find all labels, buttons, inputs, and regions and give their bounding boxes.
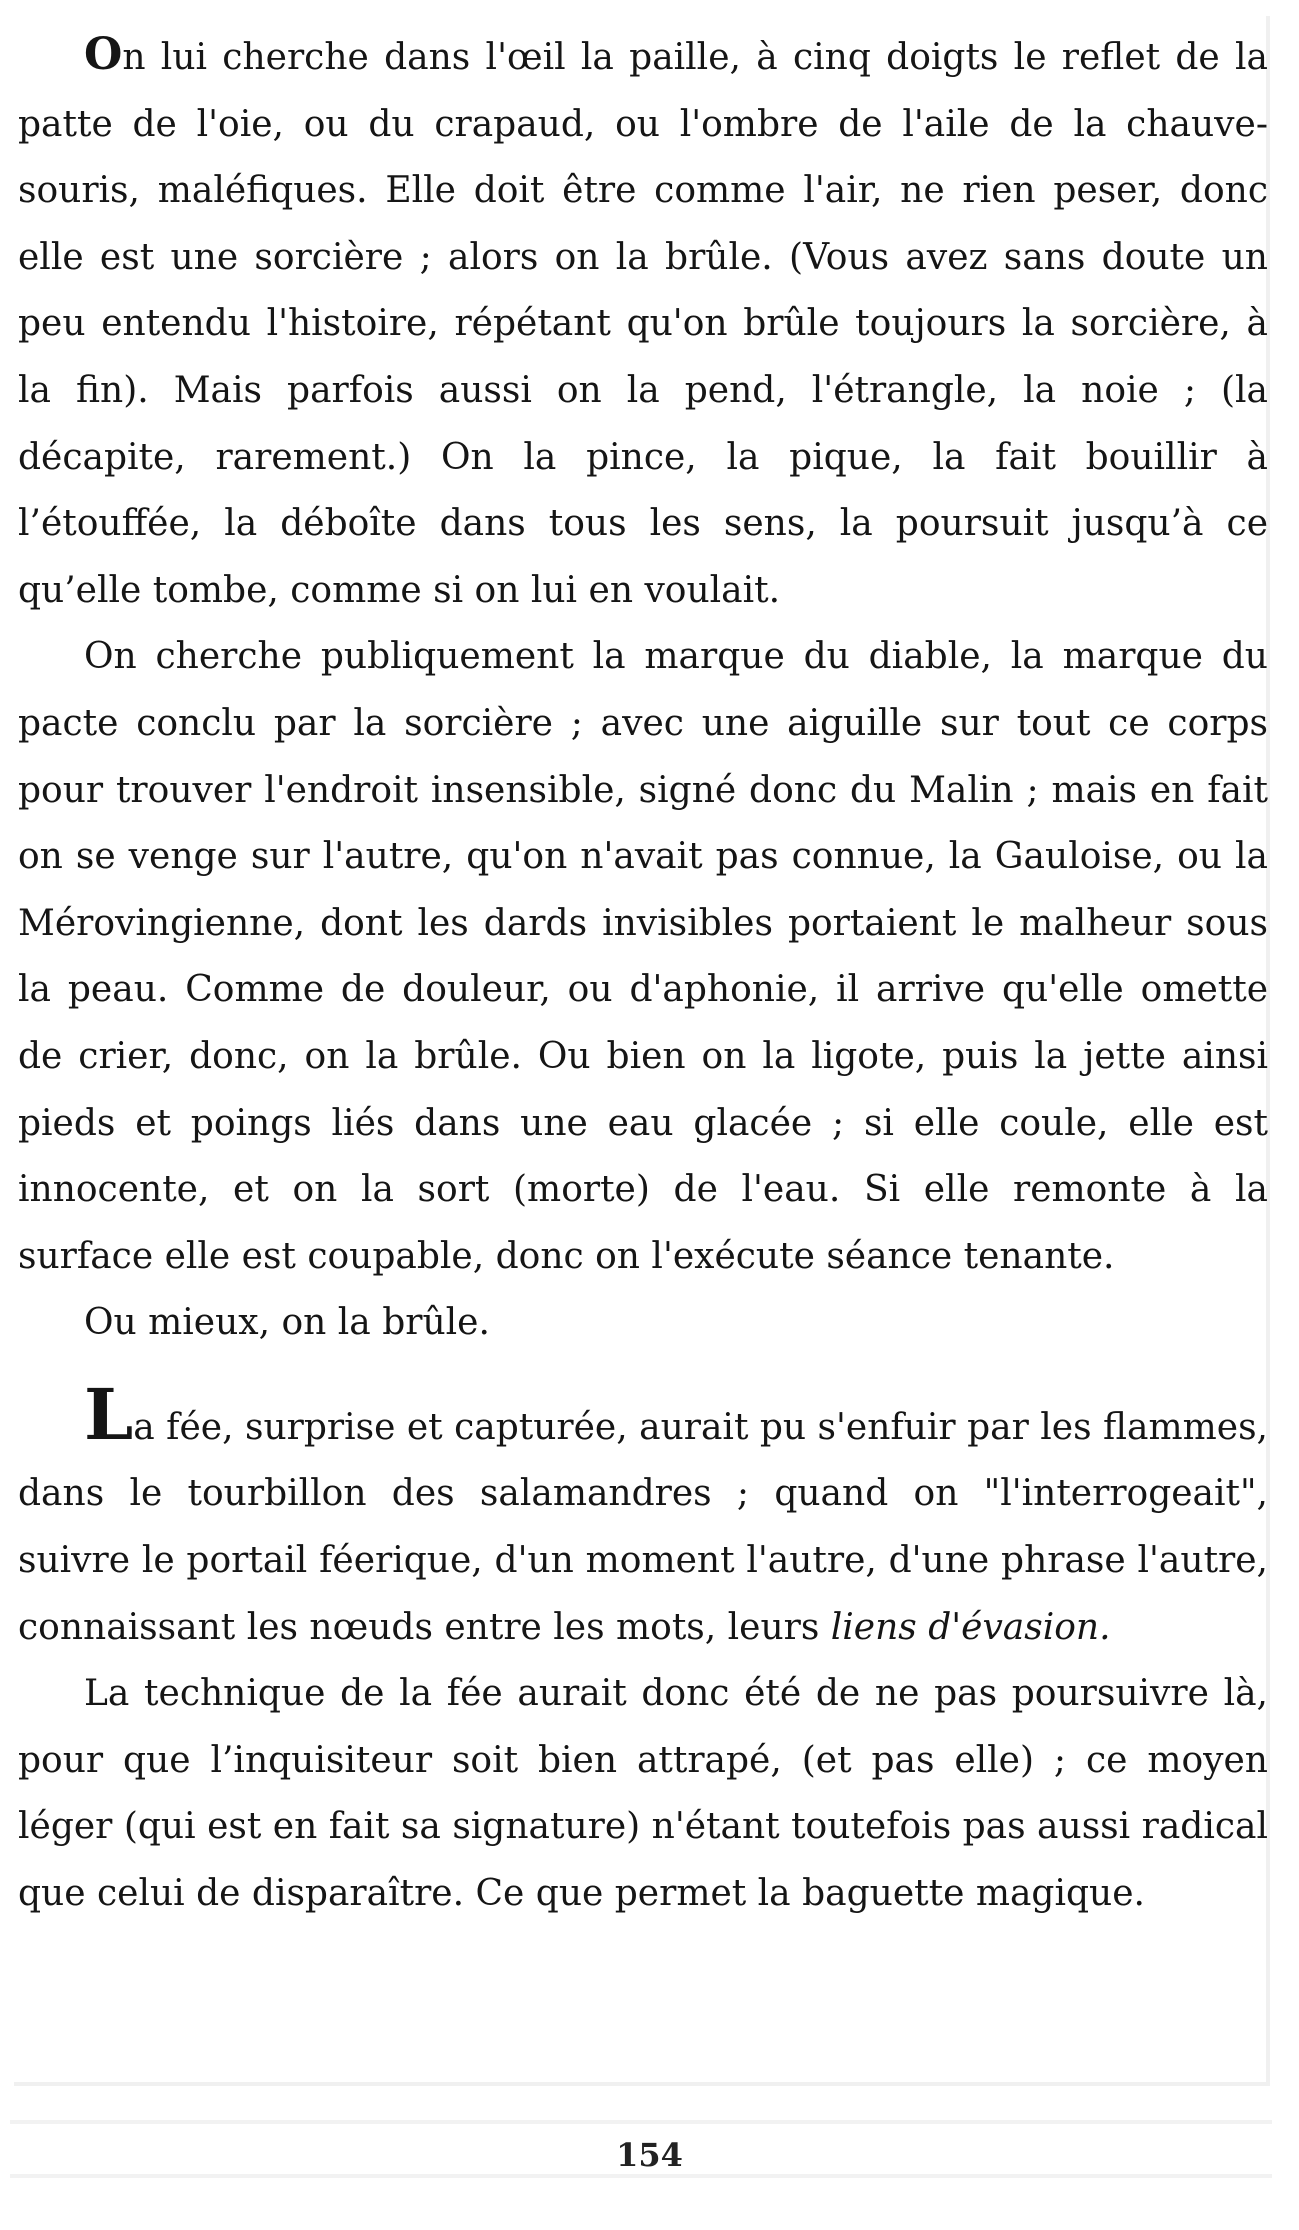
paragraph-1 [18,22,1268,624]
drop-cap-o: O [84,29,123,80]
paragraph-5-text: La technique de la fée aurait donc été de ne pas poursuivre là, pour que l’inquisiteur soit bien attrapé, (et pas elle) ; ce moyen léger (qui est en fait sa signature) n'étant toutefois pas aussi radical que celui de disparaître. Ce que permet la baguette magique. [18,1673,1268,1915]
paragraph-2-text: On cherche publiquement la marque du diable, la marque du pacte conclu par la sorcière ; avec une aiguille sur tout ce corps pour trouver l'endroit insensible, signé donc du Malin ; mais en fait on se venge sur l'autre, qu'on n'avait pas connue, la Gauloise, ou la Mérovingienne, dont les dards invisibles portaient le malheur sous la peau. Comme de douleur, ou d'aphonie, il arrive qu'elle omette de crier, donc, on la brûle. Ou bien on la ligote, puis la jette ainsi pieds et poings liés dans une eau glacée ; si elle coule, elle est innocente, et on la sort (morte) de l'eau. Si elle remonte à la surface elle est coupable, donc on l'exécute séance tenante. [18,636,1268,1277]
paragraph-4-text: a fée, surprise et capturée, aurait pu s'enfuir par les flammes, dans le tourbillon des salamandres ; quand on "l'interrogeait", suivre le portail féerique, d'un moment l'autre, d'une phrase l'autre, connaissant les nœuds entre les mots, leurs [18,1406,1268,1648]
section-gap [18,1357,1268,1395]
paragraph-5 [18,1661,1268,1927]
page-number: 154 [616,2136,683,2174]
paragraph-3 [18,1290,1268,1357]
paragraph-3-text: Ou mieux, on la brûle. [84,1302,490,1344]
paragraph-4-italic: liens d'évasion. [830,1606,1111,1648]
drop-cap-l: L [84,1372,134,1456]
paragraph-2 [18,624,1268,1290]
paragraph-1-text: n lui cherche dans l'œil la paille, à cinq doigts le reflet de la patte de l'oie, ou du crapaud, ou l'ombre de l'aile de la chauve-souris, maléfiques. Elle doit être comme l'air, ne rien peser, donc elle est une sorcière ; alors on la brûle. (Vous avez sans doute un peu entendu l'histoire, répétant qu'on brûle toujours la sorcière, à la fin). Mais parfois aussi on la pend, l'étrangle, la noie ; (la décapite, rarement.) On la pince, la pique, la fait bouillir à l’étouffée, la déboîte dans tous les sens, la poursuit jusqu’à ce qu’elle tombe, comme si on lui en voulait. [18,37,1268,611]
body-text [18,22,1268,1928]
paragraph-4 [18,1372,1268,1661]
